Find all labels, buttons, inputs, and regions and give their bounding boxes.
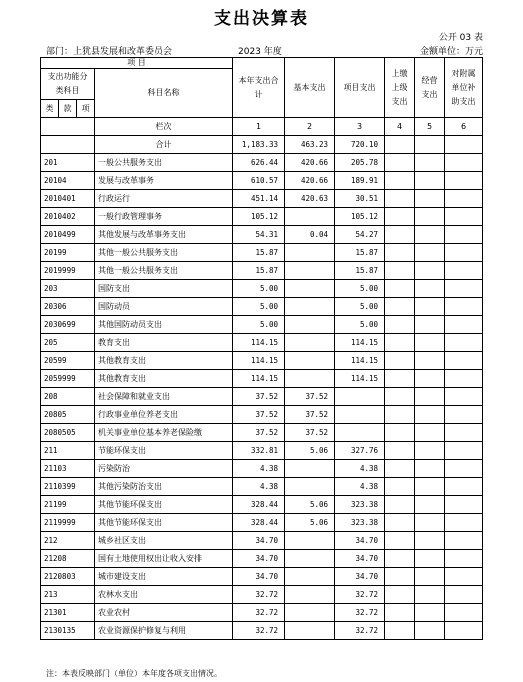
row-code: 20199 [41, 244, 95, 262]
row-code: 201 [41, 154, 95, 172]
row-total: 328.44 [233, 514, 285, 532]
row-upper [385, 406, 415, 424]
project-header: 项目支出 [335, 58, 385, 118]
row-total: 114.15 [233, 370, 285, 388]
row-upper [385, 352, 415, 370]
row-name: 国防支出 [95, 280, 233, 298]
row-subsidiary [445, 244, 483, 262]
sum-business [415, 136, 445, 154]
row-code: 2010499 [41, 226, 95, 244]
row-name: 发展与改革事务 [95, 172, 233, 190]
row-name: 农业资源保护修复与利用 [95, 622, 233, 640]
row-basic: 5.06 [285, 514, 335, 532]
row-business [415, 586, 445, 604]
table-row [41, 622, 483, 640]
unit-label: 金额单位：万元 [419, 47, 483, 57]
row-project: 34.70 [335, 532, 385, 550]
row-total: 5.00 [233, 298, 285, 316]
row-project: 205.78 [335, 154, 385, 172]
row-code: 21199 [41, 496, 95, 514]
row-name: 机关事业单位基本养老保险缴 [95, 424, 233, 442]
row-subsidiary [445, 550, 483, 568]
row-business [415, 478, 445, 496]
subject-name-header: 科目名称 [95, 69, 233, 118]
row-basic: 420.63 [285, 190, 335, 208]
row-project: 4.38 [335, 478, 385, 496]
row-code: 2019999 [41, 262, 95, 280]
row-business [415, 370, 445, 388]
row-business [415, 190, 445, 208]
row-basic [285, 568, 335, 586]
row-project: 32.72 [335, 622, 385, 640]
table-row [41, 460, 483, 478]
row-business [415, 568, 445, 586]
row-basic [285, 298, 335, 316]
row-subsidiary [445, 316, 483, 334]
row-basic [285, 208, 335, 226]
row-name: 行政运行 [95, 190, 233, 208]
business-header: 经营支出 [415, 58, 445, 118]
row-project: 4.38 [335, 460, 385, 478]
row-project: 32.72 [335, 604, 385, 622]
row-code: 20599 [41, 352, 95, 370]
row-subsidiary [445, 442, 483, 460]
row-subsidiary [445, 262, 483, 280]
table-row [41, 334, 483, 352]
row-label: 栏次 [95, 118, 233, 136]
row-subsidiary [445, 460, 483, 478]
sum-subsidiary [445, 136, 483, 154]
row-code: 2130135 [41, 622, 95, 640]
row-business [415, 316, 445, 334]
table-row [41, 568, 483, 586]
header-row-1 [41, 58, 483, 69]
row-project: 34.70 [335, 550, 385, 568]
row-basic [285, 478, 335, 496]
row-name: 农林水支出 [95, 586, 233, 604]
col-num-1: 1 [233, 118, 285, 136]
row-subsidiary [445, 298, 483, 316]
row-upper [385, 478, 415, 496]
col-num-4: 4 [385, 118, 415, 136]
row-business [415, 550, 445, 568]
row-project: 32.72 [335, 586, 385, 604]
row-name: 其他一般公共服务支出 [95, 244, 233, 262]
row-name: 其他发展与改革事务支出 [95, 226, 233, 244]
row-project: 114.15 [335, 352, 385, 370]
year-label: 2023 年度 [238, 47, 282, 57]
row-subsidiary [445, 478, 483, 496]
row-total: 332.81 [233, 442, 285, 460]
table-row [41, 154, 483, 172]
row-basic [285, 334, 335, 352]
row-basic: 420.66 [285, 172, 335, 190]
row-business [415, 532, 445, 550]
row-subsidiary [445, 406, 483, 424]
table-row [41, 550, 483, 568]
expenditure-table [40, 57, 483, 640]
row-code: 203 [41, 280, 95, 298]
row-total: 34.70 [233, 568, 285, 586]
row-code: 213 [41, 586, 95, 604]
row-total: 34.70 [233, 550, 285, 568]
row-business [415, 172, 445, 190]
row-code: 20306 [41, 298, 95, 316]
row-project: 30.51 [335, 190, 385, 208]
row-upper [385, 550, 415, 568]
row-subsidiary [445, 622, 483, 640]
row-code: 205 [41, 334, 95, 352]
row-project: 15.87 [335, 244, 385, 262]
table-row [41, 226, 483, 244]
row-basic: 37.52 [285, 424, 335, 442]
row-total: 37.52 [233, 406, 285, 424]
col-num-6: 6 [445, 118, 483, 136]
department-label: 部门：上犹县发展和改革委员会 [46, 47, 173, 57]
row-subsidiary [445, 424, 483, 442]
row-name: 一般公共服务支出 [95, 154, 233, 172]
row-upper [385, 604, 415, 622]
row-upper [385, 370, 415, 388]
subsidiary-header: 对附属单位补助支出 [445, 58, 483, 118]
sum-label: 合计 [95, 136, 233, 154]
row-business [415, 298, 445, 316]
row-total: 32.72 [233, 604, 285, 622]
row-project: 5.00 [335, 316, 385, 334]
row-business [415, 208, 445, 226]
row-basic [285, 622, 335, 640]
row-upper [385, 460, 415, 478]
table-row [41, 208, 483, 226]
row-name: 教育支出 [95, 334, 233, 352]
row-code: 21208 [41, 550, 95, 568]
table-row [41, 352, 483, 370]
row-subsidiary [445, 568, 483, 586]
row-upper [385, 208, 415, 226]
row-project: 15.87 [335, 262, 385, 280]
row-basic: 37.52 [285, 406, 335, 424]
row-basic [285, 550, 335, 568]
item-header: 项 目 [41, 58, 233, 69]
row-name: 城市建设支出 [95, 568, 233, 586]
row-basic [285, 244, 335, 262]
row-total: 114.15 [233, 334, 285, 352]
row-total: 328.44 [233, 496, 285, 514]
row-name: 其他节能环保支出 [95, 496, 233, 514]
row-total: 15.87 [233, 262, 285, 280]
row-subsidiary [445, 334, 483, 352]
func-code-header: 支出功能分类科目 [41, 69, 95, 100]
row-subsidiary [445, 280, 483, 298]
table-row [41, 604, 483, 622]
table-row [41, 478, 483, 496]
row-subsidiary [445, 388, 483, 406]
row-name: 一般行政管理事务 [95, 208, 233, 226]
row-total: 54.31 [233, 226, 285, 244]
row-upper [385, 262, 415, 280]
kuan-header: 款 [59, 100, 77, 118]
row-business [415, 352, 445, 370]
row-subsidiary [445, 352, 483, 370]
row-business [415, 244, 445, 262]
row-basic [285, 316, 335, 334]
row-business [415, 604, 445, 622]
row-total: 37.52 [233, 388, 285, 406]
row-project: 327.76 [335, 442, 385, 460]
row-upper [385, 226, 415, 244]
row-project: 114.15 [335, 334, 385, 352]
row-name: 行政事业单位养老支出 [95, 406, 233, 424]
column-number-blank [41, 118, 95, 136]
table-row [41, 172, 483, 190]
row-upper [385, 244, 415, 262]
row-business [415, 334, 445, 352]
row-total: 32.72 [233, 622, 285, 640]
row-business [415, 496, 445, 514]
row-business [415, 460, 445, 478]
row-basic [285, 262, 335, 280]
table-row [41, 424, 483, 442]
row-subsidiary [445, 208, 483, 226]
sum-basic: 463.23 [285, 136, 335, 154]
row-name: 其他污染防治支出 [95, 478, 233, 496]
row-code: 20805 [41, 406, 95, 424]
row-upper [385, 298, 415, 316]
table-row [41, 586, 483, 604]
row-subsidiary [445, 370, 483, 388]
row-name: 其他国防动员支出 [95, 316, 233, 334]
table-row [41, 244, 483, 262]
table-row [41, 442, 483, 460]
row-project: 323.38 [335, 514, 385, 532]
sum-project: 720.10 [335, 136, 385, 154]
col-num-5: 5 [415, 118, 445, 136]
form-number: 公开 03 表 [438, 33, 483, 43]
row-project: 5.00 [335, 298, 385, 316]
row-upper [385, 424, 415, 442]
row-upper [385, 586, 415, 604]
row-name: 节能环保支出 [95, 442, 233, 460]
row-basic [285, 352, 335, 370]
row-basic: 420.66 [285, 154, 335, 172]
col-num-2: 2 [285, 118, 335, 136]
row-basic [285, 370, 335, 388]
row-project: 189.91 [335, 172, 385, 190]
row-name: 国防动员 [95, 298, 233, 316]
row-name: 其他教育支出 [95, 370, 233, 388]
row-business [415, 262, 445, 280]
row-project [335, 424, 385, 442]
row-upper [385, 388, 415, 406]
total-header: 本年支出合计 [233, 58, 285, 118]
table-row [41, 370, 483, 388]
sum-upper [385, 136, 415, 154]
table-row [41, 280, 483, 298]
sum-total: 1,183.33 [233, 136, 285, 154]
row-business [415, 280, 445, 298]
table-row [41, 514, 483, 532]
row-project: 323.38 [335, 496, 385, 514]
col-num-3: 3 [335, 118, 385, 136]
lei-header: 类 [41, 100, 59, 118]
row-basic: 5.06 [285, 496, 335, 514]
row-upper [385, 190, 415, 208]
row-total: 5.00 [233, 280, 285, 298]
row-project: 105.12 [335, 208, 385, 226]
row-name: 国有土地使用权出让收入安排 [95, 550, 233, 568]
sum-blank [41, 136, 95, 154]
row-name: 农业农村 [95, 604, 233, 622]
row-code: 21103 [41, 460, 95, 478]
row-code: 2110399 [41, 478, 95, 496]
row-basic [285, 280, 335, 298]
table-row [41, 316, 483, 334]
row-business [415, 622, 445, 640]
row-basic [285, 586, 335, 604]
table-row [41, 298, 483, 316]
row-upper [385, 496, 415, 514]
row-business [415, 154, 445, 172]
row-code: 2120803 [41, 568, 95, 586]
upper-header: 上缴上级支出 [385, 58, 415, 118]
row-code: 2059999 [41, 370, 95, 388]
row-upper [385, 172, 415, 190]
row-total: 4.38 [233, 478, 285, 496]
row-basic: 0.04 [285, 226, 335, 244]
row-code: 211 [41, 442, 95, 460]
row-project: 5.00 [335, 280, 385, 298]
xiang-header: 项 [77, 100, 95, 118]
table-row [41, 388, 483, 406]
row-business [415, 406, 445, 424]
row-name: 社会保障和就业支出 [95, 388, 233, 406]
row-subsidiary [445, 496, 483, 514]
table-row [41, 190, 483, 208]
row-code: 20104 [41, 172, 95, 190]
row-upper [385, 154, 415, 172]
row-upper [385, 568, 415, 586]
row-subsidiary [445, 190, 483, 208]
row-name: 其他一般公共服务支出 [95, 262, 233, 280]
row-basic [285, 604, 335, 622]
row-name: 污染防治 [95, 460, 233, 478]
row-upper [385, 316, 415, 334]
row-total: 610.57 [233, 172, 285, 190]
row-basic [285, 460, 335, 478]
row-basic [285, 532, 335, 550]
row-subsidiary [445, 154, 483, 172]
row-subsidiary [445, 226, 483, 244]
row-upper [385, 622, 415, 640]
row-upper [385, 280, 415, 298]
table-row [41, 406, 483, 424]
row-upper [385, 532, 415, 550]
row-code: 21301 [41, 604, 95, 622]
row-total: 34.70 [233, 532, 285, 550]
row-total: 105.12 [233, 208, 285, 226]
row-basic: 37.52 [285, 388, 335, 406]
row-basic: 5.06 [285, 442, 335, 460]
basic-header: 基本支出 [285, 58, 335, 118]
row-code: 2080505 [41, 424, 95, 442]
row-business [415, 388, 445, 406]
table-row [41, 532, 483, 550]
row-total: 32.72 [233, 586, 285, 604]
row-code: 212 [41, 532, 95, 550]
row-subsidiary [445, 172, 483, 190]
row-name: 城乡社区支出 [95, 532, 233, 550]
row-subsidiary [445, 514, 483, 532]
row-upper [385, 514, 415, 532]
column-number-row [41, 118, 483, 136]
row-total: 37.52 [233, 424, 285, 442]
footnote: 注：本表反映部门（单位）本年度各项支出情况。 [46, 669, 222, 678]
row-total: 451.14 [233, 190, 285, 208]
row-project [335, 388, 385, 406]
row-total: 626.44 [233, 154, 285, 172]
row-code: 208 [41, 388, 95, 406]
row-code: 2010401 [41, 190, 95, 208]
row-name: 其他节能环保支出 [95, 514, 233, 532]
row-upper [385, 442, 415, 460]
table-row [41, 262, 483, 280]
row-project: 114.15 [335, 370, 385, 388]
row-code: 2030699 [41, 316, 95, 334]
sum-row [41, 136, 483, 154]
row-business [415, 514, 445, 532]
row-subsidiary [445, 604, 483, 622]
row-upper [385, 334, 415, 352]
row-code: 2119999 [41, 514, 95, 532]
table-row [41, 496, 483, 514]
row-project: 34.70 [335, 568, 385, 586]
row-business [415, 226, 445, 244]
row-subsidiary [445, 586, 483, 604]
row-total: 114.15 [233, 352, 285, 370]
row-subsidiary [445, 532, 483, 550]
row-total: 15.87 [233, 244, 285, 262]
row-project: 54.27 [335, 226, 385, 244]
page-title: 支出决算表 [214, 9, 309, 29]
row-total: 5.00 [233, 316, 285, 334]
row-project [335, 406, 385, 424]
row-name: 其他教育支出 [95, 352, 233, 370]
row-business [415, 424, 445, 442]
row-business [415, 442, 445, 460]
row-total: 4.38 [233, 460, 285, 478]
row-code: 2010402 [41, 208, 95, 226]
